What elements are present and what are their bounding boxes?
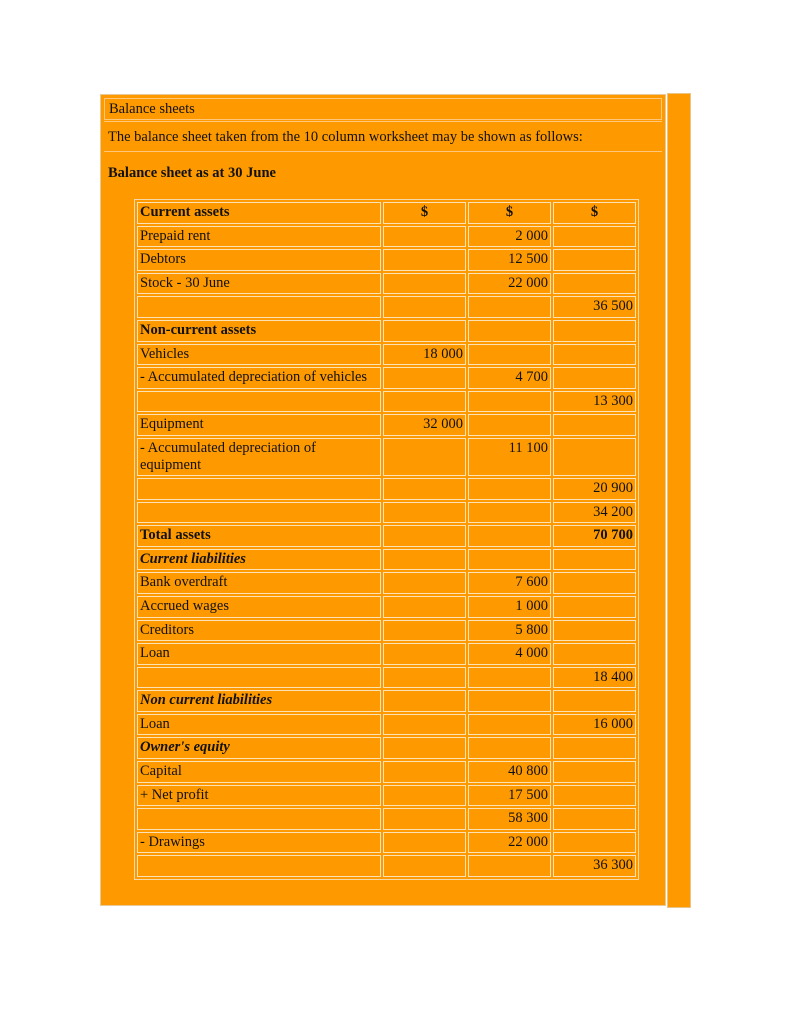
amount-cell-col2: 4 700 [468,367,551,389]
divider [104,151,662,152]
amount-cell-col2 [468,525,551,547]
amount-cell-col2 [468,667,551,689]
row-label-cell: Loan [137,714,381,736]
amount-cell-col1 [383,785,466,807]
amount-cell-col3 [553,832,636,854]
amount-cell-col3 [553,344,636,366]
table-row [137,249,636,271]
amount-cell-col1 [383,808,466,830]
amount-cell-col1 [383,391,466,413]
amount-cell-col3 [553,249,636,271]
amount-cell-col3: 13 300 [553,391,636,413]
table-row [137,438,636,476]
amount-cell-col3: 18 400 [553,667,636,689]
amount-cell-col3: 36 500 [553,296,636,318]
amount-cell-col2 [468,296,551,318]
header-cell: $ [468,202,551,224]
amount-cell-col3 [553,737,636,759]
amount-cell-col3: 16 000 [553,714,636,736]
row-label-cell: Equipment [137,414,381,436]
amount-cell-col2: 5 800 [468,620,551,642]
table-row [137,367,636,389]
row-label-cell: Debtors [137,249,381,271]
amount-cell-col3 [553,643,636,665]
amount-cell-col2 [468,502,551,524]
row-label-cell: Accrued wages [137,596,381,618]
row-label-cell: Loan [137,643,381,665]
row-label-cell [137,667,381,689]
amount-cell-col1 [383,667,466,689]
header-cell: $ [553,202,636,224]
row-label-cell: + Net profit [137,785,381,807]
header-cell: $ [383,202,466,224]
amount-cell-col1 [383,549,466,571]
row-label-cell [137,296,381,318]
amount-cell-col2 [468,344,551,366]
amount-cell-col2: 22 000 [468,832,551,854]
amount-cell-col2 [468,478,551,500]
amount-cell-col2: 22 000 [468,273,551,295]
row-label-cell: Owner's equity [137,737,381,759]
amount-cell-col1 [383,855,466,877]
amount-cell-col1 [383,438,466,476]
table-row [137,785,636,807]
table-row [137,596,636,618]
amount-cell-col2 [468,549,551,571]
row-label-cell: Vehicles [137,344,381,366]
amount-cell-col3 [553,690,636,712]
amount-cell-col3 [553,785,636,807]
table-row [137,502,636,524]
table-row [137,344,636,366]
table-row [137,525,636,547]
table-row [137,391,636,413]
amount-cell-col2: 12 500 [468,249,551,271]
amount-cell-col1 [383,478,466,500]
row-label-cell: Creditors [137,620,381,642]
row-label-cell [137,391,381,413]
row-label-cell [137,478,381,500]
amount-cell-col3: 36 300 [553,855,636,877]
table-row [137,832,636,854]
amount-cell-col1: 32 000 [383,414,466,436]
row-label-cell: Prepaid rent [137,226,381,248]
amount-cell-col3 [553,438,636,476]
row-label-cell: - Drawings [137,832,381,854]
table-row [137,414,636,436]
amount-cell-col1 [383,320,466,342]
amount-cell-col2 [468,320,551,342]
amount-cell-col2: 58 300 [468,808,551,830]
amount-cell-col1 [383,525,466,547]
table-row [137,273,636,295]
row-label-cell [137,502,381,524]
amount-cell-col3: 20 900 [553,478,636,500]
amount-cell-col3 [553,226,636,248]
amount-cell-col1 [383,273,466,295]
amount-cell-col1 [383,714,466,736]
amount-cell-col1 [383,832,466,854]
amount-cell-col1 [383,596,466,618]
row-label-cell: - Accumulated depreciation of vehicles [137,367,381,389]
table-row [137,737,636,759]
amount-cell-col3 [553,367,636,389]
amount-cell-col1 [383,572,466,594]
amount-cell-col2 [468,737,551,759]
row-label-cell: Non-current assets [137,320,381,342]
amount-cell-col2 [468,855,551,877]
amount-cell-col2 [468,714,551,736]
amount-cell-col3 [553,761,636,783]
balance-sheet-table [134,199,639,880]
amount-cell-col2: 4 000 [468,643,551,665]
amount-cell-col3: 70 700 [553,525,636,547]
intro-text: The balance sheet taken from the 10 column worksheet may be shown as follows: [108,129,583,145]
table-row [137,572,636,594]
amount-cell-col1: 18 000 [383,344,466,366]
table-row [137,667,636,689]
amount-cell-col3 [553,572,636,594]
row-label-cell [137,855,381,877]
amount-cell-col3 [553,620,636,642]
header-cell: Current assets [137,202,381,224]
table-row [137,620,636,642]
amount-cell-col3 [553,273,636,295]
amount-cell-col1 [383,737,466,759]
amount-cell-col1 [383,249,466,271]
amount-cell-col3 [553,414,636,436]
amount-cell-col1 [383,367,466,389]
amount-cell-col2: 1 000 [468,596,551,618]
amount-cell-col3: 34 200 [553,502,636,524]
amount-cell-col2 [468,391,551,413]
row-label-cell [137,808,381,830]
amount-cell-col3 [553,549,636,571]
amount-cell-col3 [553,596,636,618]
row-label-cell: Capital [137,761,381,783]
table-row [137,478,636,500]
amount-cell-col2: 7 600 [468,572,551,594]
table-row [137,296,636,318]
amount-cell-col2: 2 000 [468,226,551,248]
table-row [137,320,636,342]
row-label-cell: Current liabilities [137,549,381,571]
amount-cell-col1 [383,620,466,642]
amount-cell-col3 [553,320,636,342]
table-row [137,690,636,712]
table-row [137,643,636,665]
amount-cell-col2: 17 500 [468,785,551,807]
table-row [137,226,636,248]
amount-cell-col2 [468,690,551,712]
row-label-cell: Non current liabilities [137,690,381,712]
amount-cell-col1 [383,761,466,783]
amount-cell-col2: 11 100 [468,438,551,476]
balance-sheet-title: Balance sheet as at 30 June [108,165,276,181]
amount-cell-col1 [383,226,466,248]
table-row [137,855,636,877]
amount-cell-col1 [383,296,466,318]
amount-cell-col1 [383,502,466,524]
right-side-bar [667,93,691,908]
row-label-cell: - Accumulated depreciation of equipment [137,438,381,476]
amount-cell-col1 [383,690,466,712]
row-label-cell: Bank overdraft [137,572,381,594]
amount-cell-col2 [468,414,551,436]
table-row [137,808,636,830]
section-heading: Balance sheets [104,98,662,120]
amount-cell-col3 [553,808,636,830]
row-label-cell: Stock - 30 June [137,273,381,295]
amount-cell-col2: 40 800 [468,761,551,783]
table-row [137,761,636,783]
table-row [137,714,636,736]
table-header-row [137,202,636,224]
divider [104,121,662,122]
row-label-cell: Total assets [137,525,381,547]
amount-cell-col1 [383,643,466,665]
table-row [137,549,636,571]
